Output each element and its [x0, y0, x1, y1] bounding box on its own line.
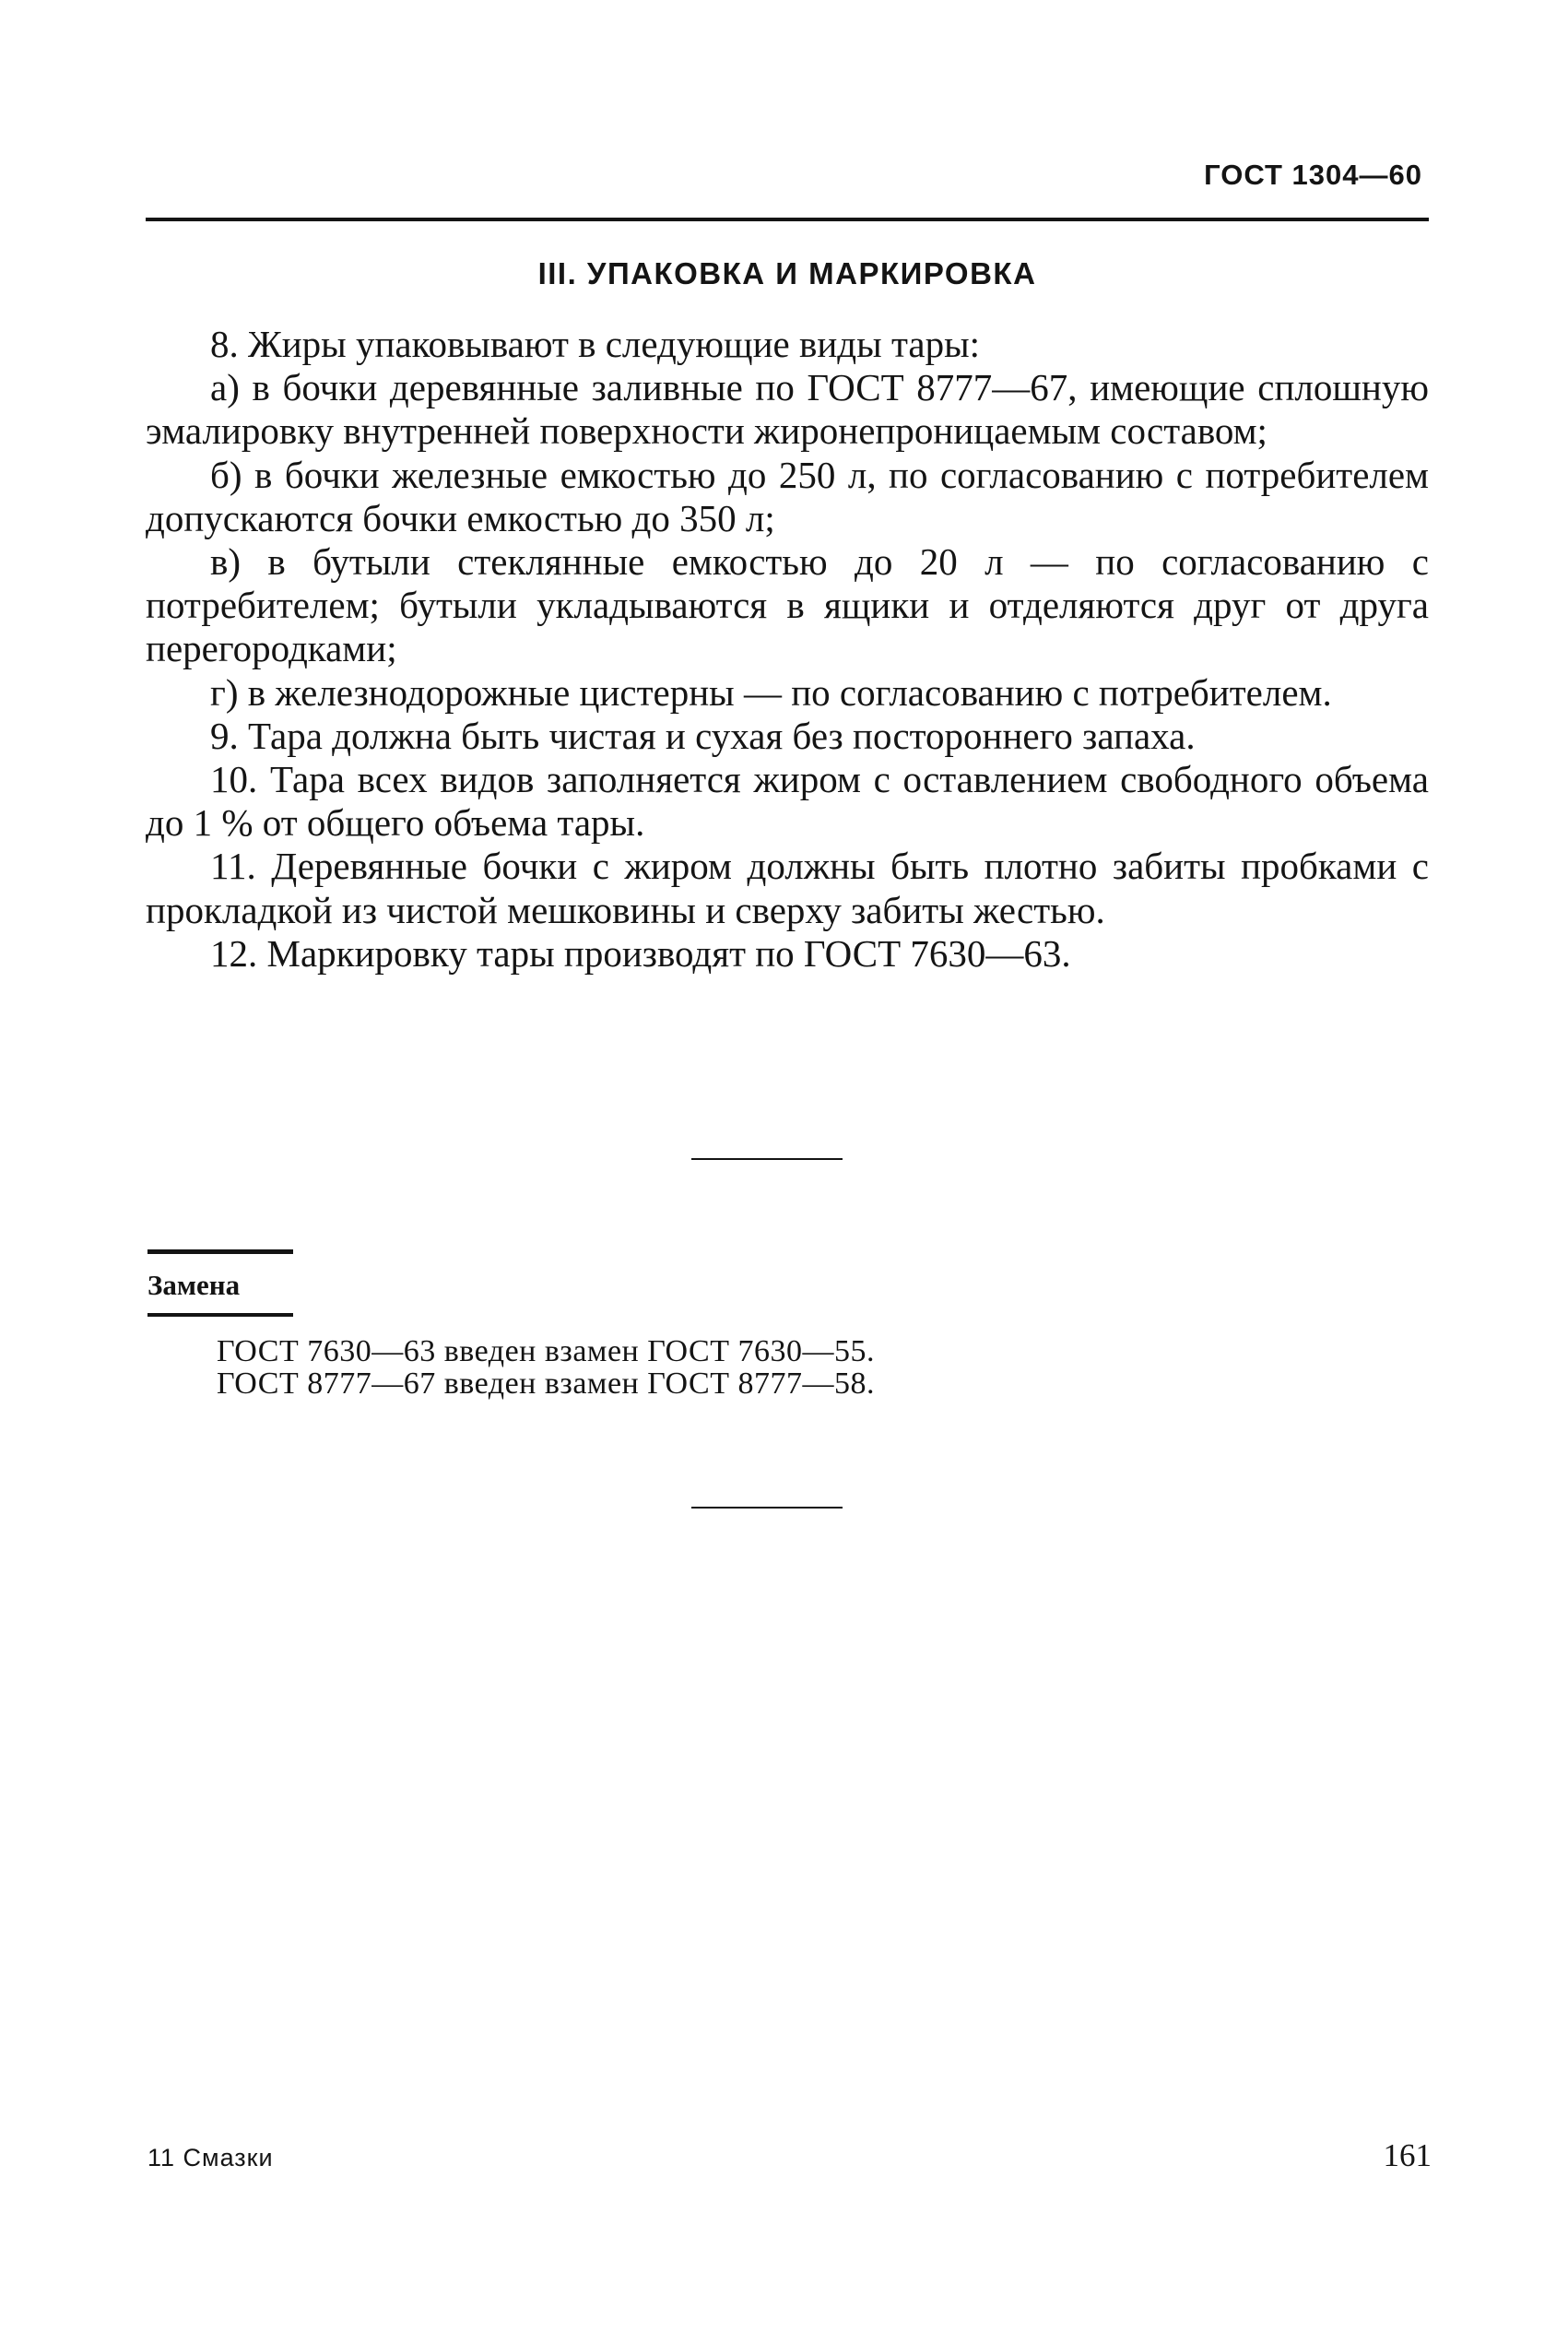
replacement-rule-bottom: [147, 1313, 293, 1317]
end-separator: [691, 1507, 843, 1509]
header-rule: [146, 218, 1429, 221]
paragraph-8g: г) в железнодорожные цистерны — по согласованию с потребителем.: [210, 670, 1332, 714]
paragraph-8: 8. Жиры упаковывают в следующие виды тары:: [210, 323, 981, 365]
replacement-list: [217, 1335, 875, 1400]
section-separator: [691, 1158, 843, 1160]
replacement-rule-top: [147, 1249, 293, 1254]
replacement-block: [147, 1249, 293, 1317]
body-text: [146, 323, 1429, 976]
footer-signature: 11 Смазки: [147, 2144, 274, 2171]
paragraph-9: 9. Тара должна быть чистая и сухая без постороннего запаха.: [210, 714, 1196, 757]
section-title: III. УПАКОВКА И МАРКИРОВКА: [537, 256, 1037, 290]
running-header: ГОСТ 1304—60: [1204, 159, 1422, 191]
paragraph-12: 12. Маркировку тары производят по ГОСТ 7630—63.: [210, 931, 1071, 975]
replacement-title: Замена: [147, 1269, 241, 1301]
paragraph-8v: в) в бутыли стеклянные емкостью до 20 л — по согласованию с потребителем; бутыли укладываются в ящики и отделяются друг от друга перегородками;: [146, 540, 1429, 670]
paragraph-8a: а) в бочки деревянные заливные по ГОСТ 8777—67, имеющие сплошную эмалировку внутренней поверхности жиронепроницаемым составом;: [146, 366, 1429, 453]
paragraph-11: 11. Деревянные бочки с жиром должны быть плотно забиты пробками с прокладкой из чистой мешковины и сверху забиты жестью.: [146, 845, 1429, 931]
paragraph-10: 10. Тара всех видов заполняется жиром с оставлением свободного объема до 1 % от общего объема тары.: [146, 758, 1429, 845]
replacement-line: ГОСТ 8777—67 введен взамен ГОСТ 8777—58.: [217, 1367, 875, 1401]
replacement-line: ГОСТ 7630—63 введен взамен ГОСТ 7630—55.: [217, 1334, 875, 1368]
paragraph-8b: б) в бочки железные емкостью до 250 л, по согласованию с потребителем допускаются бочки емкостью до 350 л;: [146, 453, 1429, 539]
page-number: 161: [1383, 2137, 1432, 2173]
